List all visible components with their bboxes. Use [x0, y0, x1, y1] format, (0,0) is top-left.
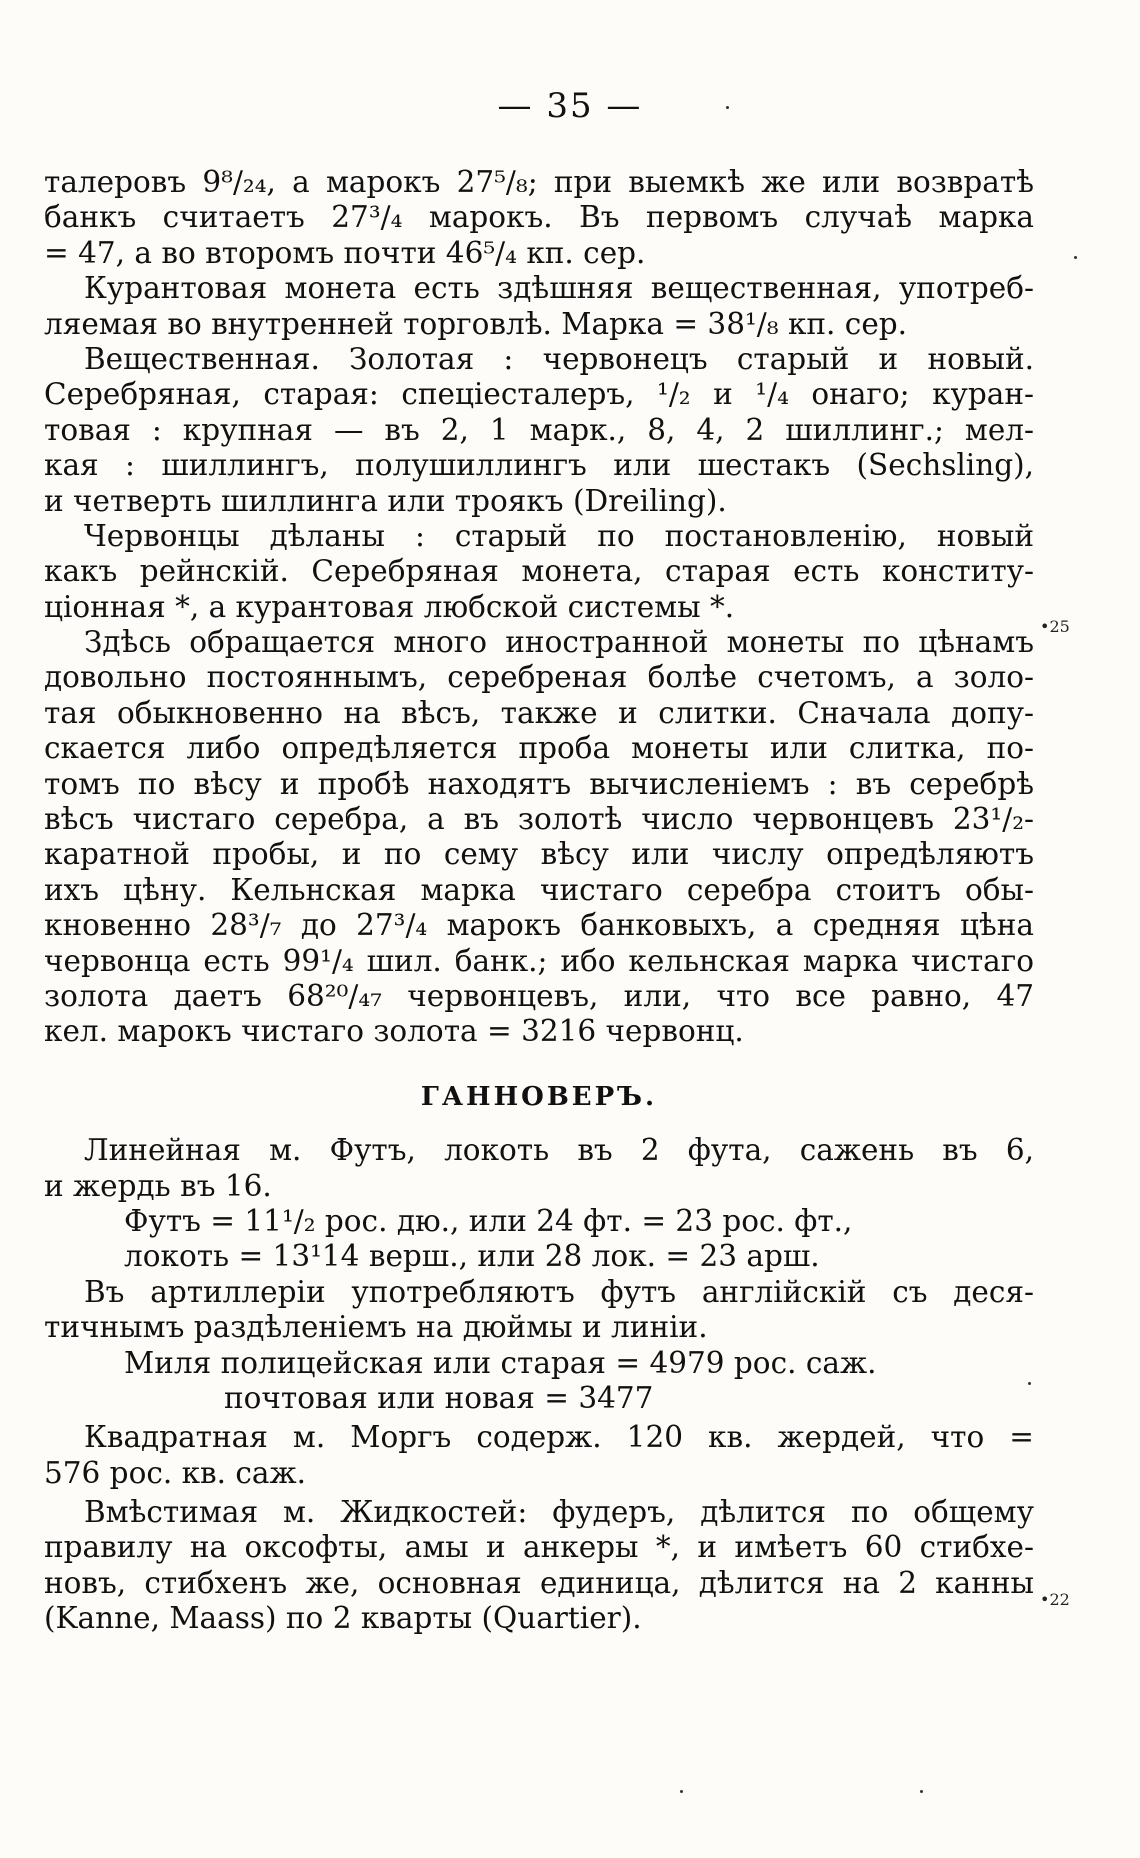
text-line: Вещественная. Золотая : червонецъ старый и новый.	[84, 341, 1034, 376]
ink-speck	[1074, 256, 1077, 259]
text-line: кновенно 28³/₇ до 27³/₄ марокъ банковыхъ, а средняя цѣна	[44, 908, 1034, 943]
page-number: — 35 —	[497, 86, 643, 126]
text-line: и жердь въ 16.	[44, 1168, 272, 1203]
text-line: Здѣсь обращается много иностранной монеты по цѣнамъ	[84, 625, 1034, 660]
text-line: Курантовая монета есть здѣшняя вещественная, употреб-	[84, 271, 1034, 306]
text-line: Миля полицейская или старая = 4979 рос. саж.	[124, 1345, 877, 1380]
text-line: довольно постояннымъ, серебреная болѣе счетомъ, а золо-	[44, 660, 1034, 695]
text-line: и четверть шиллинга или троякъ (Dreiling).	[44, 483, 727, 518]
text-line: червонца есть 99¹/₄ шил. банк.; ибо кельнская марка чистаго	[44, 943, 1034, 978]
text-line: кая : шиллингъ, полушиллингъ или шестакъ (Sechsling),	[44, 448, 1034, 483]
text-line: = 47, а во второмъ почти 46⁵/₄ кп. сер.	[44, 235, 646, 270]
section-heading: ГАННОВЕРЪ.	[420, 1081, 658, 1112]
text-line: тая обыкновенно на вѣсъ, также и слитки. Сначала допу-	[44, 695, 1034, 730]
ink-speck	[920, 1790, 923, 1793]
text-line: почтовая или новая = 3477	[224, 1380, 654, 1415]
text-line: товая : крупная — въ 2, 1 марк., 8, 4, 2 шиллинг.; мел-	[44, 412, 1034, 447]
text-line: правилу на оксофты, амы и анкеры *, и имѣетъ 60 стибхе-	[44, 1530, 1034, 1565]
margin-note-25: •25	[1040, 617, 1070, 636]
text-line: Квадратная м. Моргъ содерж. 120 кв. жердей, что =	[84, 1420, 1034, 1455]
text-line: ціонная *, а курантовая любской системы *.	[44, 589, 735, 624]
text-line: Серебряная, старая: спеціесталеръ, ¹/₂ и ¹/₄ онаго; куран-	[44, 377, 1034, 412]
text-line: новъ, стибхенъ же, основная единица, дѣлится на 2 канны	[44, 1565, 1034, 1600]
ink-speck	[1028, 1382, 1031, 1385]
text-line: (Kanne, Maass) по 2 кварты (Quartier).	[44, 1601, 642, 1636]
text-line: Футъ = 11¹/₂ рос. дю., или 24 фт. = 23 рос. фт.,	[124, 1203, 853, 1238]
text-line: золота даетъ 68²⁰/₄₇ червонцевъ, или, что все равно, 47	[44, 978, 1034, 1013]
text-line: Линейная м. Футъ, локоть въ 2 фута, сажень въ 6,	[84, 1133, 1034, 1168]
text-line: вѣсъ чистаго серебра, а въ золотѣ число червонцевъ 23¹/₂-	[44, 802, 1034, 837]
text-line: банкъ считаетъ 27³/₄ марокъ. Въ первомъ случаѣ марка	[44, 200, 1034, 235]
text-line: каратной пробы, и по сему вѣсу или числу опредѣляютъ	[44, 837, 1034, 872]
text-line: кел. марокъ чистаго золота = 3216 червонц.	[44, 1014, 744, 1049]
ink-speck	[680, 1790, 683, 1793]
text-line: скается либо опредѣляется проба монеты или слитка, по-	[44, 731, 1034, 766]
text-line: ляемая во внутренней торговлѣ. Марка = 38¹/₈ кп. сер.	[44, 306, 908, 341]
text-line: ихъ цѣну. Кельнская марка чистаго серебра стоитъ обы-	[44, 872, 1034, 907]
text-line: локоть = 13¹14 верш., или 28 лок. = 23 арш.	[124, 1239, 820, 1274]
text-line: Вмѣстимая м. Жидкостей: фудеръ, дѣлится по общему	[84, 1495, 1034, 1530]
text-line: какъ рейнскій. Серебряная монета, старая есть конститу-	[44, 554, 1034, 589]
text-line: 576 рос. кв. саж.	[44, 1455, 307, 1490]
text-line: тичнымъ раздѣленіемъ на дюймы и линіи.	[44, 1310, 708, 1345]
text-line: Червонцы дѣланы : старый по постановленію, новый	[84, 518, 1034, 553]
body-text	[44, 165, 1034, 1637]
text-line: Въ артиллеріи употребляютъ футъ англійскій съ деся-	[84, 1274, 1034, 1309]
ink-speck	[726, 106, 729, 109]
text-line: талеровъ 9⁸/₂₄, а марокъ 27⁵/₈; при выемкѣ же или возвратѣ	[44, 165, 1034, 199]
margin-note-22: •22	[1040, 1590, 1070, 1609]
text-line: томъ по вѣсу и пробѣ находятъ вычисленіемъ : въ серебрѣ	[44, 766, 1034, 801]
